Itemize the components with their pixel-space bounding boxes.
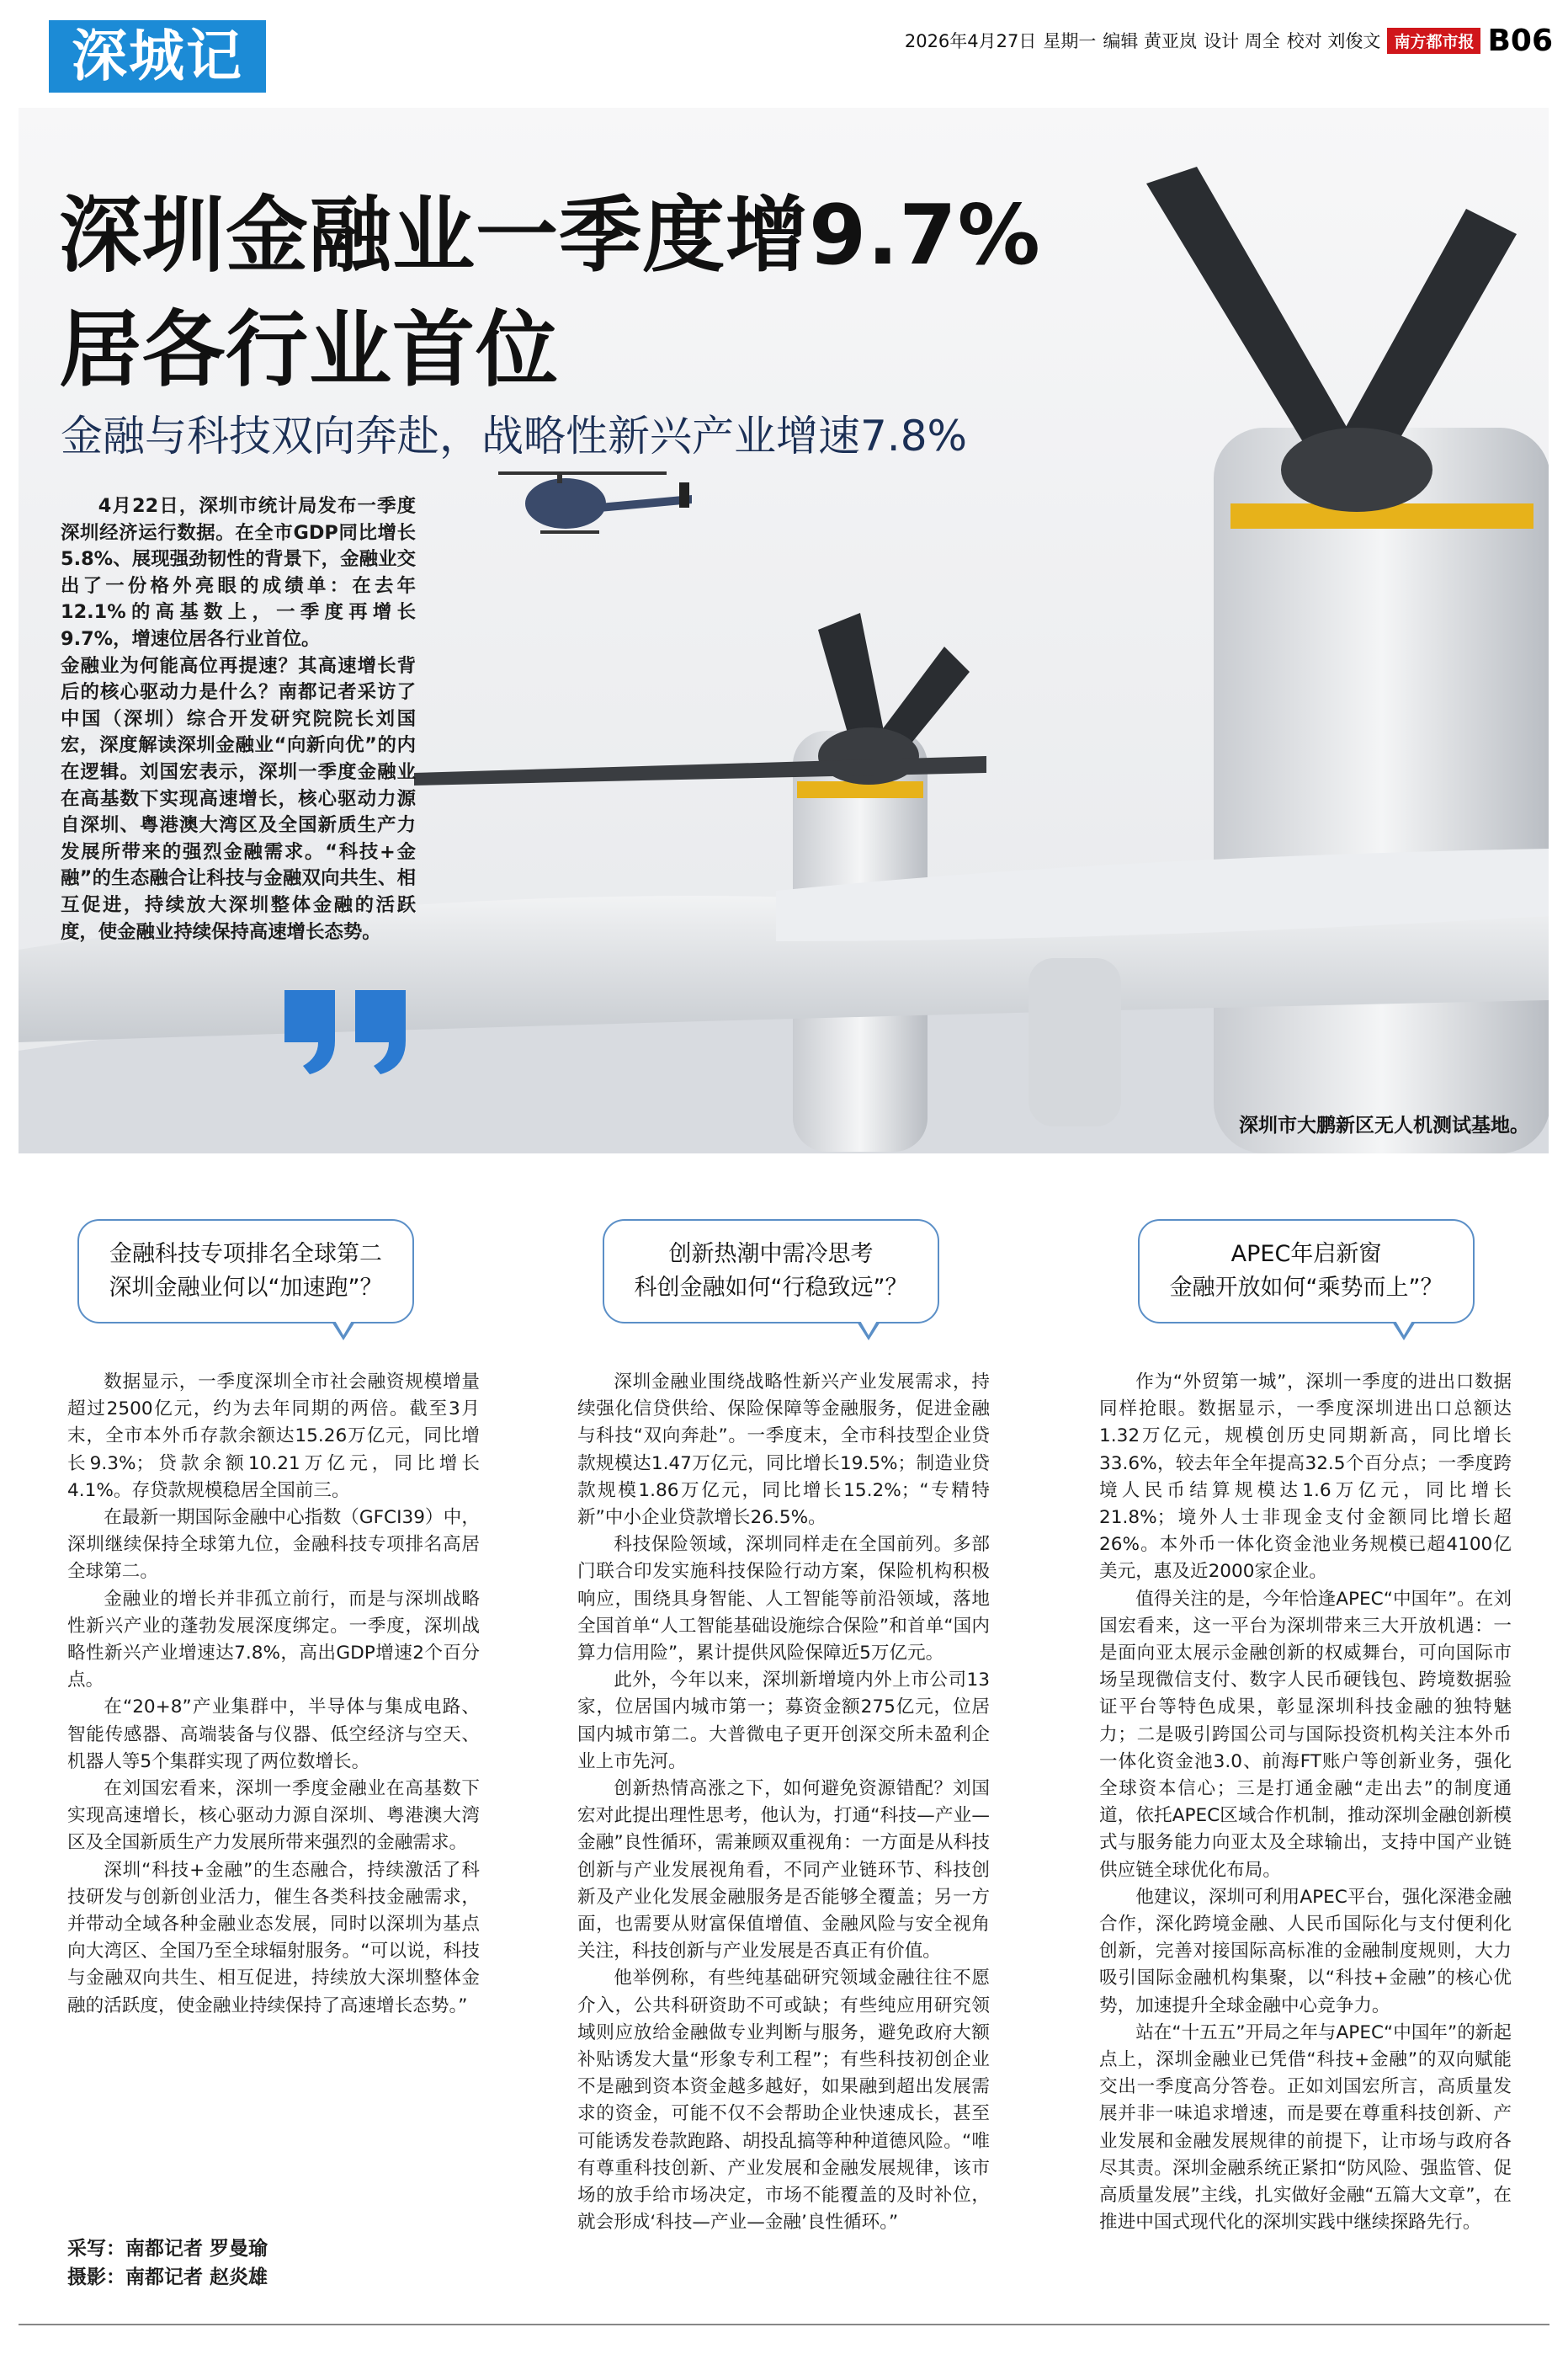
newspaper-logo: 南方都市报 (1387, 28, 1480, 54)
design-credit: 设计 周全 (1204, 31, 1280, 51)
page-number: B06 (1487, 23, 1553, 58)
column-1-paragraph: 在刘国宏看来，深圳一季度金融业在高基数下实现高速增长，核心驱动力源自深圳、粤港澳大湾区及全国新质生产力发展所带来强烈的金融需求。 (67, 1778, 480, 1854)
column-1-paragraph: 在“20+8”产业集群中，半导体与集成电路、智能传感器、高端装备与仪器、低空经济与空天、机器人等5个集群实现了两位数增长。 (67, 1696, 480, 1772)
lead-paragraph-2: 金融业为何能高位再提速？其高速增长背后的核心驱动力是什么？南都记者采访了中国（深圳）综合开发研究院院长刘国宏，深度解读深圳金融业“向新向优”的内在逻辑。刘国宏表示，深圳一季度金融业在高基数下实现高速增长，核心驱动力源自深圳、粤港澳大湾区及全国新质生产力发展所带来的强烈金融需求。“科技+金融”的生态融合让科技与金融双向共生、相互促进，持续放大深圳整体金融的活跃度，使金融业持续保持高速增长态势。 (61, 654, 416, 943)
column-2-paragraph: 深圳金融业围绕战略性新兴产业发展需求，持续强化信贷供给、保险保障等金融服务，促进金融与科技“双向奔赴”。一季度末，全市科技型企业贷款规模达1.47万亿元，同比增长19.5%；制造业贷款规模1.86万亿元，同比增长15.2%；“专精特新”中小企业贷款增长26.5%。 (577, 1371, 990, 1529)
question-bubble-2-line-1: 创新热潮中需冷思考 (668, 1241, 874, 1267)
column-3-paragraph: 站在“十五五”开局之年与APEC“中国年”的新起点上，深圳金融业已凭借“科技+金融”的双向赋能交出一季度高分答卷。正如刘国宏所言，高质量发展并非一味追求增速，而是要在尊重科技创新、产业发展和金融发展规律的前提下，让市场与政府各尽其责。深圳金融系统正紧扣“防风险、强监管、促高质量发展”主线，扎实做好金融“五篇大文章”，在推进中国式现代化的深圳实践中继续探路先行。 (1099, 2021, 1512, 2234)
quote-mark-icon (284, 990, 419, 1074)
question-bubble-3 (1138, 1219, 1475, 1323)
question-bubble-1 (77, 1219, 414, 1323)
headline-line-2: 居各行业首位 (59, 302, 560, 398)
writer-credit: 采写：南都记者 罗曼瑜 (67, 2238, 268, 2260)
column-2-paragraph: 科技保险领域，深圳同样走在全国前列。多部门联合印发实施科技保险行动方案，保险机构积极响应，围绕具身智能、人工智能等前沿领域，落地全国首单“人工智能基础设施综合保险”和首单“国内算力信用险”，累计提供风险保障近5万亿元。 (577, 1534, 990, 1664)
column-3-paragraph: 值得关注的是，今年恰逢APEC“中国年”。在刘国宏看来，这一平台为深圳带来三大开放机遇：一是面向亚太展示金融创新的权威舞台，可向国际市场呈现微信支付、数字人民币硬钱包、跨境数据验证平台等特色成果，彰显深圳科技金融的独特魅力；二是吸引跨国公司与国际投资机构关注本外币一体化资金池3.0、前海FT账户等创新业务，强化全球资本信心；三是打通金融“走出去”的制度通道，依托APEC区域合作机制，推动深圳金融创新模式与服务能力向亚太及全球输出，支持中国产业链供应链全球优化布局。 (1099, 1588, 1512, 1881)
column-1-paragraph: 数据显示，一季度深圳全市社会融资规模增量超过2500亿元，约为去年同期的两倍。截至3月末，全市本外币存款余额达15.26万亿元，同比增长9.3%；贷款余额10.21万亿元，同比增长4.1%。存贷款规模稳居全国前三。 (67, 1371, 480, 1501)
lead-paragraph-1: 4月22日，深圳市统计局发布一季度深圳经济运行数据。在全市GDP同比增长5.8%、展现强劲韧性的背景下，金融业交出了一份格外亮眼的成绩单：在去年12.1%的高基数上，一季度再增长9.7%，增速位居各行业首位。 (61, 495, 416, 650)
section-tag: 深城记 (49, 20, 266, 93)
body-column-3 (1099, 1369, 1512, 2237)
column-1-paragraph: 深圳“科技+金融”的生态融合，持续激活了科技研发与创新创业活力，催生各类科技金融需求，并带动全域各种金融业态发展，同时以深圳为基点向大湾区、全国乃至全球辐射服务。“可以说，科技与金融双向共生、相互促进，持续放大深圳整体金融的活跃度，使金融业持续保持了高速增长态势。” (67, 1859, 480, 2016)
question-bubble-3-line-1: APEC年启新窗 (1230, 1241, 1382, 1267)
issue-date: 2026年4月27日 (904, 31, 1037, 51)
issue-weekday: 星期一 (1043, 31, 1097, 51)
column-3-paragraph: 他建议，深圳可利用APEC平台，强化深港金融合作，深化跨境金融、人民币国际化与支付便利化创新，完善对接国际高标准的金融制度规则，大力吸引国际金融机构集聚，以“科技+金融”的核心优势，加速提升全球金融中心竞争力。 (1099, 1886, 1512, 2016)
question-bubble-2 (603, 1219, 939, 1323)
body-column-2 (577, 1369, 990, 2237)
lead-paragraph (61, 493, 416, 945)
byline (67, 2234, 268, 2292)
headline-line-1: 深圳金融业一季度增9.7% (59, 188, 1041, 284)
headline (59, 178, 1041, 407)
editor-credit: 编辑 黄亚岚 (1103, 31, 1198, 51)
column-3-paragraph: 作为“外贸第一城”，深圳一季度的进出口数据同样抢眼。数据显示，一季度深圳进出口总额达1.32万亿元，规模创历史同期新高，同比增长33.6%，较去年全年提高32.5个百分点；一季度跨境人民币结算规模达1.6万亿元，同比增长21.8%；境外人士非现金支付金额同比增长超26%。本外币一体化资金池业务规模已超4100亿美元，惠及近2000家企业。 (1099, 1371, 1512, 1583)
column-1-paragraph: 在最新一期国际金融中心指数（GFCI39）中，深圳继续保持全球第九位，金融科技专项排名高居全球第二。 (67, 1507, 480, 1583)
column-2-paragraph: 创新热情高涨之下，如何避免资源错配？刘国宏对此提出理性思考，他认为，打通“科技—产业—金融”良性循环，需兼顾双重视角：一方面是从科技创新与产业发展视角看，不同产业链环节、科技创新及产业化发展金融服务是否能够全覆盖；另一方面，也需要从财富保值增值、金融风险与安全视角关注，科技创新与产业发展是否真正有价值。 (577, 1778, 990, 1963)
question-bubble-2-line-2: 科创金融如何“行稳致远”？ (634, 1275, 908, 1301)
column-1-paragraph: 金融业的增长并非孤立前行，而是与深圳战略性新兴产业的蓬勃发展深度绑定。一季度，深圳战略性新兴产业增速达7.8%，高出GDP增速2个百分点。 (67, 1588, 480, 1691)
column-2-paragraph: 他举例称，有些纯基础研究领域金融往往不愿介入，公共科研资助不可或缺；有些纯应用研究领域则应放给金融做专业判断与服务，避免政府大额补贴诱发大量“形象专利工程”；有些科技初创企业不是融到资本资金越多越好，如果融到超出发展需求的资金，可能不仅不会帮助企业快速成长，甚至可能诱发卷款跑路、胡投乱搞等种种道德风险。“唯有尊重科技创新、产业发展和金融发展规律，该市场的放手给市场决定，市场不能覆盖的及时补位，就会形成‘科技—产业—金融’良性循环。” (577, 1968, 990, 2234)
question-bubble-3-line-2: 金融开放如何“乘势而上”？ (1169, 1275, 1443, 1301)
body-column-1 (67, 1369, 480, 2020)
question-bubble-1-line-2: 深圳金融业何以“加速跑”？ (109, 1275, 383, 1301)
column-2-paragraph: 此外，今年以来，深圳新增境内外上市公司13家，位居国内城市第一；募资金额275亿元，位居国内城市第二。大普微电子更开创深交所未盈利企业上市先河。 (577, 1670, 990, 1772)
subheadline: 金融与科技双向奔赴，战略性新兴产业增速7.8% (61, 412, 968, 461)
question-bubble-1-line-1: 金融科技专项排名全球第二 (109, 1241, 382, 1267)
photographer-credit: 摄影：南都记者 赵炎雄 (67, 2266, 268, 2288)
footer-rule (19, 2324, 1549, 2325)
masthead (898, 22, 1553, 59)
photo-caption: 深圳市大鹏新区无人机测试基地。 (1239, 1115, 1529, 1137)
proofread-credit: 校对 刘俊文 (1286, 31, 1381, 51)
